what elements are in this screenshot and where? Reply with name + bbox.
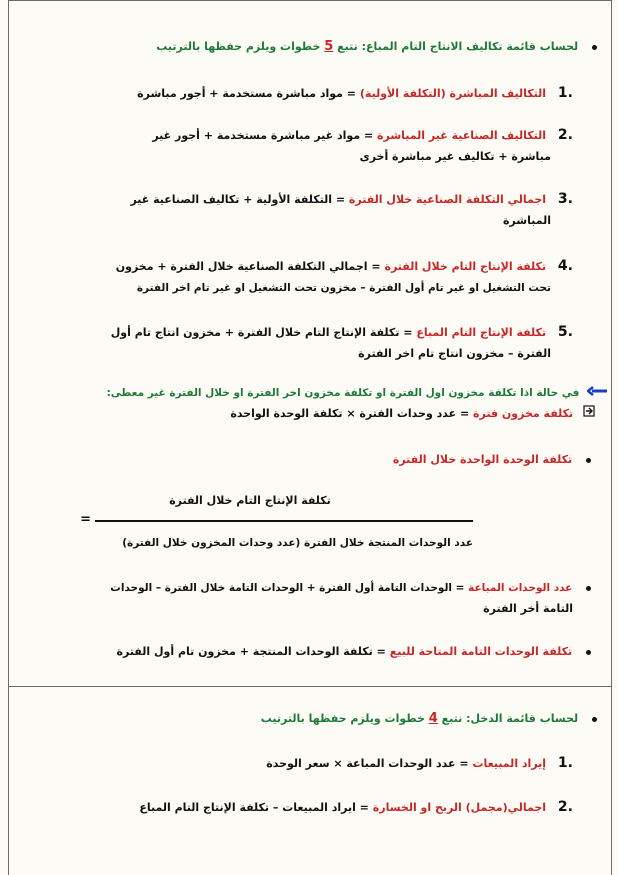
step-5-cont	[9, 344, 611, 364]
bullet-icon	[586, 586, 591, 591]
section2-title: لحساب قائمة الدخل:	[466, 712, 579, 725]
section1-follow: نتبع	[337, 40, 358, 53]
left-arrow-icon	[587, 383, 607, 403]
step-definition: = مواد غير مباشرة مستخدمة + أجور غير	[152, 129, 374, 142]
step-definition: = اجمالي التكلفة الصناعية خلال الفترة + مخزون	[115, 260, 381, 273]
section1-title: لحساب قائمة تكاليف الانتاج التام المباع:	[361, 40, 579, 53]
step-number: .2	[557, 127, 573, 143]
step-1	[9, 83, 611, 104]
units-sold-cont	[9, 599, 611, 619]
fraction-equals	[71, 510, 91, 530]
step-definition: = ايراد المبيعات – تكلفة الإنتاج التام المباع	[139, 801, 369, 814]
denominator-text: عدد الوحدات المنتجة خلال الفترة (عدد وحدات المخزون خلال الفترة)	[122, 537, 473, 549]
units-sold-definition-cont: التامة أخر الفترة	[483, 602, 573, 615]
step-number: .2	[557, 799, 573, 815]
step-3	[9, 189, 611, 210]
income-step-2	[9, 797, 611, 818]
section1-intro	[9, 37, 611, 57]
available-cost-item	[9, 642, 611, 662]
section2-suffix: خطوات ويلزم حفظها بالترتيب	[260, 712, 425, 725]
step-number: .1	[557, 755, 573, 771]
step-term: تكلفة الإنتاج التام المباع	[416, 326, 547, 339]
step-term: تكلفة الإنتاج التام خلال الفترة	[384, 260, 547, 273]
step-4	[9, 256, 611, 277]
section-divider	[9, 686, 611, 687]
unit-cost-item	[9, 450, 611, 470]
step-definition: = تكلفة الإنتاج التام خلال الفترة + مخزون انتاج تام أول	[110, 326, 413, 339]
units-sold-definition: = الوحدات التامة أول الفترة + الوحدات التامة خلال الفترة – الوحدات	[110, 582, 465, 594]
document-page	[8, 0, 612, 875]
units-sold-term: عدد الوحدات المباعة	[468, 582, 573, 594]
section1-suffix: خطوات ويلزم حفظها بالترتيب	[156, 40, 321, 53]
note-line	[9, 383, 611, 403]
available-cost-term: تكلفة الوحدات التامة المتاحة للبيع	[389, 645, 573, 658]
step-definition: = التكلفة الأولية + تكاليف الصناعية غير	[130, 193, 346, 206]
step-term: اجمالي(مجمل) الربح او الخسارة	[372, 801, 547, 814]
step-4-cont	[9, 278, 611, 298]
step-2-cont	[9, 147, 611, 167]
bullet-icon	[586, 458, 591, 463]
unit-cost-label: تكلفة الوحدة الواحدة خلال الفترة	[392, 453, 573, 466]
step-definition: = مواد مباشرة مستخدمة + أجور مباشرة	[137, 87, 357, 100]
fraction-denominator	[9, 533, 611, 553]
step-term: اجمالي التكلفة الصناعية خلال الفترة	[348, 193, 547, 206]
step-definition: = عدد الوحدات المباعة × سعر الوحدة	[266, 757, 469, 770]
step-definition-cont: مباشرة + تكاليف غير مباشرة أخرى	[359, 150, 551, 163]
bullet-icon	[586, 650, 591, 655]
note-sub-term: تكلفة مخزون فترة	[473, 407, 574, 420]
step-2	[9, 125, 611, 146]
section1-step-count: 5	[324, 39, 334, 54]
step-3-cont	[9, 211, 611, 231]
income-step-1	[9, 753, 611, 774]
step-number: .3	[557, 191, 573, 207]
checkbox-arrow-icon	[583, 404, 595, 424]
note-sub	[9, 404, 611, 424]
bullet-icon	[592, 717, 597, 722]
bullet-icon	[592, 45, 597, 50]
step-term: التكاليف الصناعية غير المباشرة	[377, 129, 547, 142]
units-sold-item	[9, 578, 611, 598]
step-number: .4	[557, 258, 573, 274]
available-cost-definition: = تكلفة الوحدات المنتجة + مخزون تام أول الفترة	[116, 645, 386, 658]
step-term: إيراد المبيعات	[472, 757, 547, 770]
step-definition-cont: الفترة – مخزون انتاج تام اخر الفترة	[358, 347, 551, 360]
fraction-bar	[95, 520, 473, 522]
numerator-text: تكلفة الإنتاج التام خلال الفترة	[169, 494, 331, 507]
section2-step-count: 4	[428, 711, 438, 726]
step-number: .1	[557, 85, 573, 101]
step-definition-cont: المباشرة	[502, 214, 551, 227]
section2-intro	[9, 709, 611, 729]
note-sub-definition: = عدد وحدات الفترة × تكلفة الوحدة الواحدة	[230, 407, 470, 420]
step-definition-cont: تحت التشغيل او غير تام أول الفترة – مخزون تحت التشغيل او غير تام اخر الفترة	[136, 282, 551, 294]
section2-follow: نتبع	[441, 712, 463, 725]
step-number: .5	[557, 324, 573, 340]
equals-sign: =	[80, 512, 91, 527]
fraction-numerator	[9, 491, 611, 511]
note-text: في حالة اذا تكلفة مخزون اول الفترة او تكلفة مخزون اخر الفترة او خلال الفترة غير معطى:	[106, 387, 580, 399]
step-5	[9, 322, 611, 343]
step-term: التكاليف المباشرة (التكلفة الأولية)	[359, 87, 547, 100]
